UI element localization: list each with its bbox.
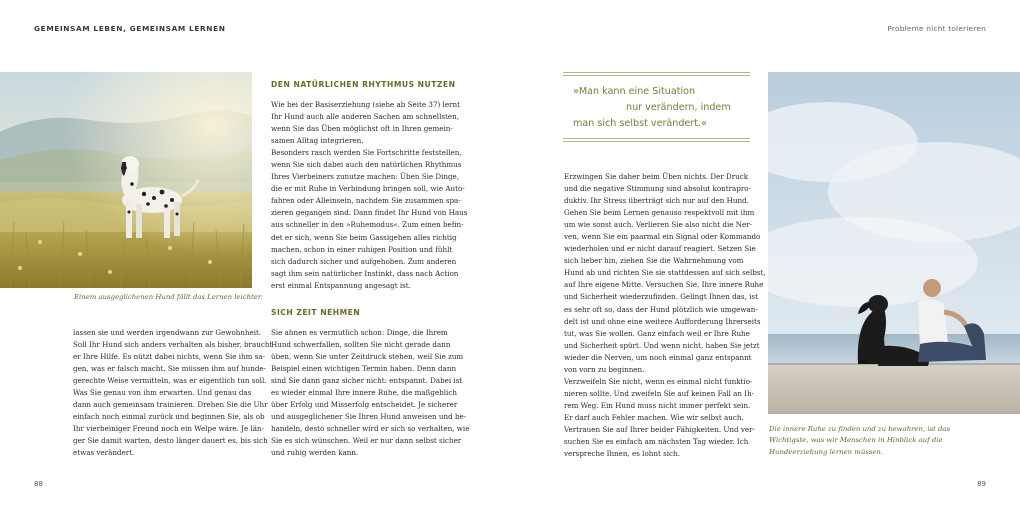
text-line: erst einmal Entspannung angesagt ist. bbox=[271, 280, 411, 290]
text-line: wiederholen und er nicht darauf reagiert. Setzen Sie bbox=[564, 244, 756, 254]
pull-quote bbox=[563, 72, 750, 144]
text-line: Ihr vierbeiniger Freund noch ein Welpe wäre. Je län- bbox=[73, 424, 265, 434]
quote-line-3: man sich selbst verändert.« bbox=[573, 118, 707, 129]
text-line: Ihr Hund auch alle anderen Sachen am schnellsten, bbox=[271, 112, 459, 122]
text-line: wieder die Nerven, um noch einmal ganz entspannt bbox=[564, 352, 752, 362]
heading-take-time: SICH ZEIT NEHMEN bbox=[271, 308, 361, 317]
text-line: Vertrauen Sie auf Ihrer beider Fähigkeiten. Und ver- bbox=[564, 424, 755, 434]
text-line: Besonders rasch werden Sie Fortschritte feststellen, bbox=[271, 148, 462, 158]
quote-line-1: »Man kann eine Situation bbox=[573, 86, 696, 97]
running-head-left: GEMEINSAM LEBEN, GEMEINSAM LERNEN bbox=[34, 24, 226, 33]
dalmatian-photo bbox=[0, 72, 252, 288]
text-line: Ihres Vierbeiners zunutze machen: Üben Sie Dinge, bbox=[271, 172, 460, 182]
text-line: Was Sie genau von ihm erwarten. Und genau das bbox=[73, 388, 252, 398]
text-line: er Ihre Hilfe. Es nützt dabei nichts, wenn Sie ihm sa- bbox=[73, 352, 266, 362]
text-line: Soll Ihr Hund sich anders verhalten als bisher, braucht bbox=[73, 340, 273, 350]
caption-beach-line-3: Hundeerziehung lernen müssen. bbox=[769, 447, 884, 456]
text-line: sich lieber hin, ziehen Sie die Wahrnehmung vom bbox=[564, 256, 744, 266]
text-line: zieren gegangen sind. Dann findet Ihr Hund von Haus bbox=[271, 208, 468, 218]
text-line: üben, wenn Sie unter Zeitdruck stehen, weil Sie zum bbox=[271, 352, 464, 362]
caption-beach-line-1: Die innere Ruhe zu finden und zu bewahren, ist das bbox=[769, 425, 951, 433]
text-line: delt ist und ohne eine weitere Aufforderung Ihrerseits bbox=[564, 316, 761, 326]
text-line: einfach noch einmal zurück und beginnen Sie, als ob bbox=[73, 412, 265, 422]
text-line: Hund schwerfallen, sollten Sie nicht gerade dann bbox=[271, 340, 451, 350]
text-line: Verzweifeln Sie nicht, wenn es einmal nicht funktio- bbox=[564, 376, 753, 386]
text-line: Beispiel einen wichtigen Termin haben. Denn dann bbox=[271, 364, 457, 374]
body-column-right bbox=[564, 171, 766, 460]
text-line: um wie sonst auch. Verlieren Sie also nicht die Ner- bbox=[564, 220, 753, 230]
text-line: nieren sollte. Und zweifeln Sie auf keinen Fall an Ih- bbox=[564, 388, 755, 398]
beach-photo bbox=[768, 72, 1020, 414]
text-line: sagt ihm sein natürlicher Instinkt, dass nach Action bbox=[271, 268, 459, 278]
text-line: Sie es sich wünschen. Weil er nur dann selbst sicher bbox=[271, 436, 462, 446]
quote-rule-top-2 bbox=[563, 75, 750, 76]
text-line: die er mit Ruhe in Verbindung bringen soll, wie Auto- bbox=[271, 184, 465, 194]
quote-rule-bottom-2 bbox=[563, 141, 750, 142]
text-line: samen Alltag integrieren. bbox=[271, 136, 364, 146]
body-column-middle-2 bbox=[271, 327, 469, 460]
page-number-right: 89 bbox=[977, 480, 986, 488]
text-line: Wie bei der Basiserziehung (siehe ab Seite 37) lernt bbox=[271, 100, 460, 109]
text-line: sind Sie dann ganz sicher nicht: entspannt. Dabei ist bbox=[271, 376, 463, 386]
text-line: und die negative Stimmung sind absolut kontrapro- bbox=[564, 184, 752, 194]
page-number-left: 88 bbox=[34, 480, 43, 488]
quote-line-2: nur verändern, indem bbox=[626, 102, 731, 113]
text-line: rem Weg. Ein Hund muss nicht immer perfekt sein. bbox=[564, 400, 751, 410]
text-line: fahren oder Alleinsein, nachdem Sie zusammen spa- bbox=[271, 196, 461, 206]
text-line: und ruhig werden kann. bbox=[271, 448, 359, 458]
text-line: det er sich, wenn Sie beim Gassigehen alles richtig bbox=[271, 232, 457, 242]
text-line: gerechte Weise vermitteln, was er eigentlich tun soll. bbox=[73, 376, 267, 386]
running-head-right: Probleme nicht tolerieren bbox=[887, 24, 986, 33]
text-line: Sie ahnen es vermutlich schon: Dinge, die Ihrem bbox=[271, 328, 448, 337]
text-line: und Sicherheit wiederzufinden. Gelingt Ihnen das, ist bbox=[564, 292, 758, 302]
text-line: Erzwingen Sie daher beim Üben nichts. Der Druck bbox=[564, 172, 749, 181]
body-column-left bbox=[73, 327, 272, 460]
text-line: machen, schon in einer ruhigen Position und fühlt bbox=[271, 244, 453, 254]
text-line: und ausgeglichener Sie Ihren Hund anweisen und be- bbox=[271, 412, 467, 422]
text-line: es sehr oft so, dass der Hund plötzlich wie umgewan- bbox=[564, 304, 758, 314]
text-line: dann auch gemeinsam trainieren. Drehen Sie die Uhr bbox=[73, 400, 268, 410]
text-line: verspreche Ihnen, es lohnt sich. bbox=[564, 449, 680, 459]
text-line: wenn Sie das Üben möglichst oft in Ihren gemein- bbox=[271, 124, 453, 134]
text-line: es wieder einmal Ihre innere Ruhe, die maßgeblich bbox=[271, 388, 457, 398]
text-line: ven, wenn Sie ein paarmal ein Signal oder Kommando bbox=[564, 232, 761, 242]
text-line: suchen Sie es einfach am nächsten Tag wieder. Ich bbox=[564, 437, 749, 447]
text-line: von vorn zu beginnen. bbox=[564, 364, 645, 374]
text-line: tut, was Sie wollen. Ganz einfach weil er Ihre Ruhe bbox=[564, 328, 750, 338]
quote-rule-bottom bbox=[563, 138, 750, 139]
body-column-middle-1 bbox=[271, 99, 467, 292]
text-line: Gehen Sie beim Lernen genauso respektvoll mit ihm bbox=[564, 208, 755, 218]
text-line: gen, was er falsch macht. Sie müssen ihm auf hunde- bbox=[73, 364, 267, 374]
caption-dalmatian: Einem ausgeglichenen Hund fällt das Lernen leichter. bbox=[74, 293, 263, 301]
heading-natural-rhythm: DEN NATÜRLICHEN RHYTHMUS NUTZEN bbox=[271, 80, 456, 89]
text-line: aus schneller in den »Ruhemodus«. Zum einen befin- bbox=[271, 220, 464, 230]
text-line: etwas verändert. bbox=[73, 448, 135, 458]
quote-rule-top bbox=[563, 72, 750, 73]
text-line: über Erfolg und Misserfolg entscheidet. Je sicherer bbox=[271, 400, 458, 410]
text-line: und Sicherheit spürt. Und wenn nicht, haben Sie jetzt bbox=[564, 340, 760, 350]
text-line: ger Sie damit warten, desto länger dauert es, bis sich bbox=[73, 436, 268, 446]
text-line: lassen sie und werden irgendwann zur Gewohnheit. bbox=[73, 328, 262, 337]
caption-beach-line-2: Wichtigste, was wir Menschen in Hinblick auf die bbox=[769, 436, 943, 445]
text-line: Hund ab und richten Sie sie stattdessen auf sich selbst, bbox=[564, 268, 766, 278]
text-line: duktiv. Ihr Stress überträgt sich nur auf den Hund. bbox=[564, 196, 749, 206]
text-line: auf Ihre eigene Mitte. Versuchen Sie, Ihre innere Ruhe bbox=[564, 280, 764, 290]
text-line: sich dadurch sicher und aufgehoben. Zum anderen bbox=[271, 256, 457, 266]
caption-beach bbox=[769, 424, 950, 458]
text-line: Er darf auch Fehler machen. Wie wir selbst auch. bbox=[564, 412, 744, 422]
text-line: wenn Sie sich dabei auch den natürlichen Rhythmus bbox=[271, 160, 462, 170]
text-line: handeln, desto schneller wird er sich so verhalten, wie bbox=[271, 424, 470, 434]
